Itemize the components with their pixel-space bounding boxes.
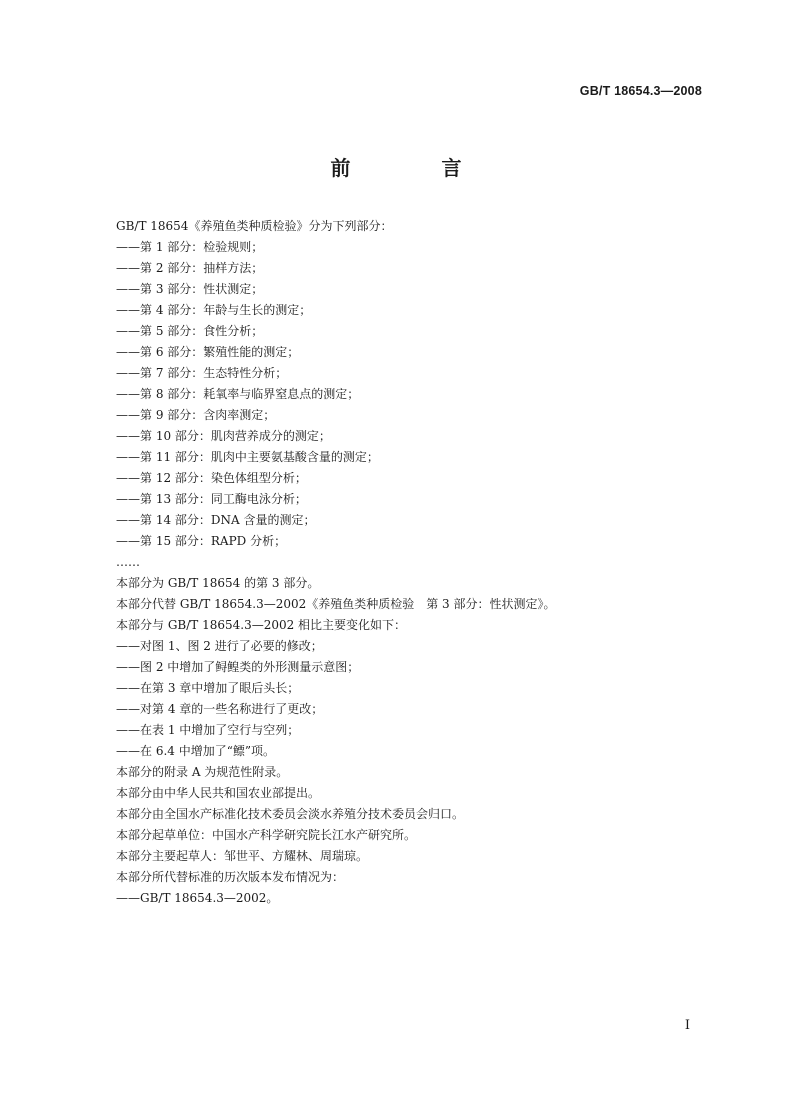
foreword-line: ——第 8 部分：耗氧率与临界窒息点的测定； [116,387,360,401]
foreword-line: ——第 12 部分：染色体组型分析； [116,471,307,485]
foreword-line: ——第 1 部分：检验规则； [116,240,264,254]
page-number: I [684,1018,690,1033]
foreword-line: ——在 6.4 中增加了“鳔”项。 [116,744,275,758]
foreword-line: GB/T 18654《养殖鱼类种质检验》分为下列部分： [116,219,393,233]
foreword-line: ——第 7 部分：生态特性分析； [116,366,288,380]
foreword-line: ——第 6 部分：繁殖性能的测定； [116,345,300,359]
foreword-line: 本部分主要起草人：邹世平、方耀林、周瑞琼。 [116,849,369,863]
foreword-line: ——第 15 部分：RAPD 分析； [116,534,287,548]
foreword-line: ——第 5 部分：食性分析； [116,324,264,338]
foreword-line: 本部分代替 GB/T 18654.3—2002《养殖鱼类种质检验 第 3 部分：性状测定》。 [116,597,556,611]
foreword-line: ——在第 3 章中增加了眼后头长； [116,681,300,695]
page-title: 前 言 [330,156,504,180]
foreword-line: ——第 9 部分：含肉率测定； [116,408,276,422]
foreword-line: ——第 10 部分：肌肉营养成分的测定； [116,429,331,443]
foreword-line: …… [116,555,140,569]
foreword-line: ——第 14 部分：DNA 含量的测定； [116,513,316,527]
standard-code-header: GB/T 18654.3—2008 [579,84,702,98]
foreword-line: 本部分由中华人民共和国农业部提出。 [116,786,321,800]
foreword-line: ——对第 4 章的一些名称进行了更改； [116,702,324,716]
foreword-line: ——第 3 部分：性状测定； [116,282,264,296]
foreword-line: ——对图 1、图 2 进行了必要的修改； [116,639,323,653]
foreword-line: ——第 13 部分：同工酶电泳分析； [116,492,307,506]
foreword-line: 本部分所代替标准的历次版本发布情况为： [116,870,345,884]
foreword-line: 本部分的附录 A 为规范性附录。 [116,765,289,779]
foreword-line: ——图 2 中增加了鲟鳇类的外形测量示意图； [116,660,360,674]
foreword-line: ——GB/T 18654.3—2002。 [116,891,279,905]
foreword-line: 本部分由全国水产标准化技术委员会淡水养殖分技术委员会归口。 [116,807,465,821]
foreword-line: ——第 2 部分：抽样方法； [116,261,264,275]
foreword-line: ——在表 1 中增加了空行与空列； [116,723,300,737]
foreword-line: 本部分起草单位：中国水产科学研究院长江水产研究所。 [116,828,417,842]
foreword-line: ——第 11 部分：肌肉中主要氨基酸含量的测定； [116,450,379,464]
foreword-line: 本部分为 GB/T 18654 的第 3 部分。 [116,576,320,590]
foreword-body [116,216,716,909]
foreword-line: 本部分与 GB/T 18654.3—2002 相比主要变化如下： [116,618,407,632]
foreword-line: ——第 4 部分：年龄与生长的测定； [116,303,312,317]
